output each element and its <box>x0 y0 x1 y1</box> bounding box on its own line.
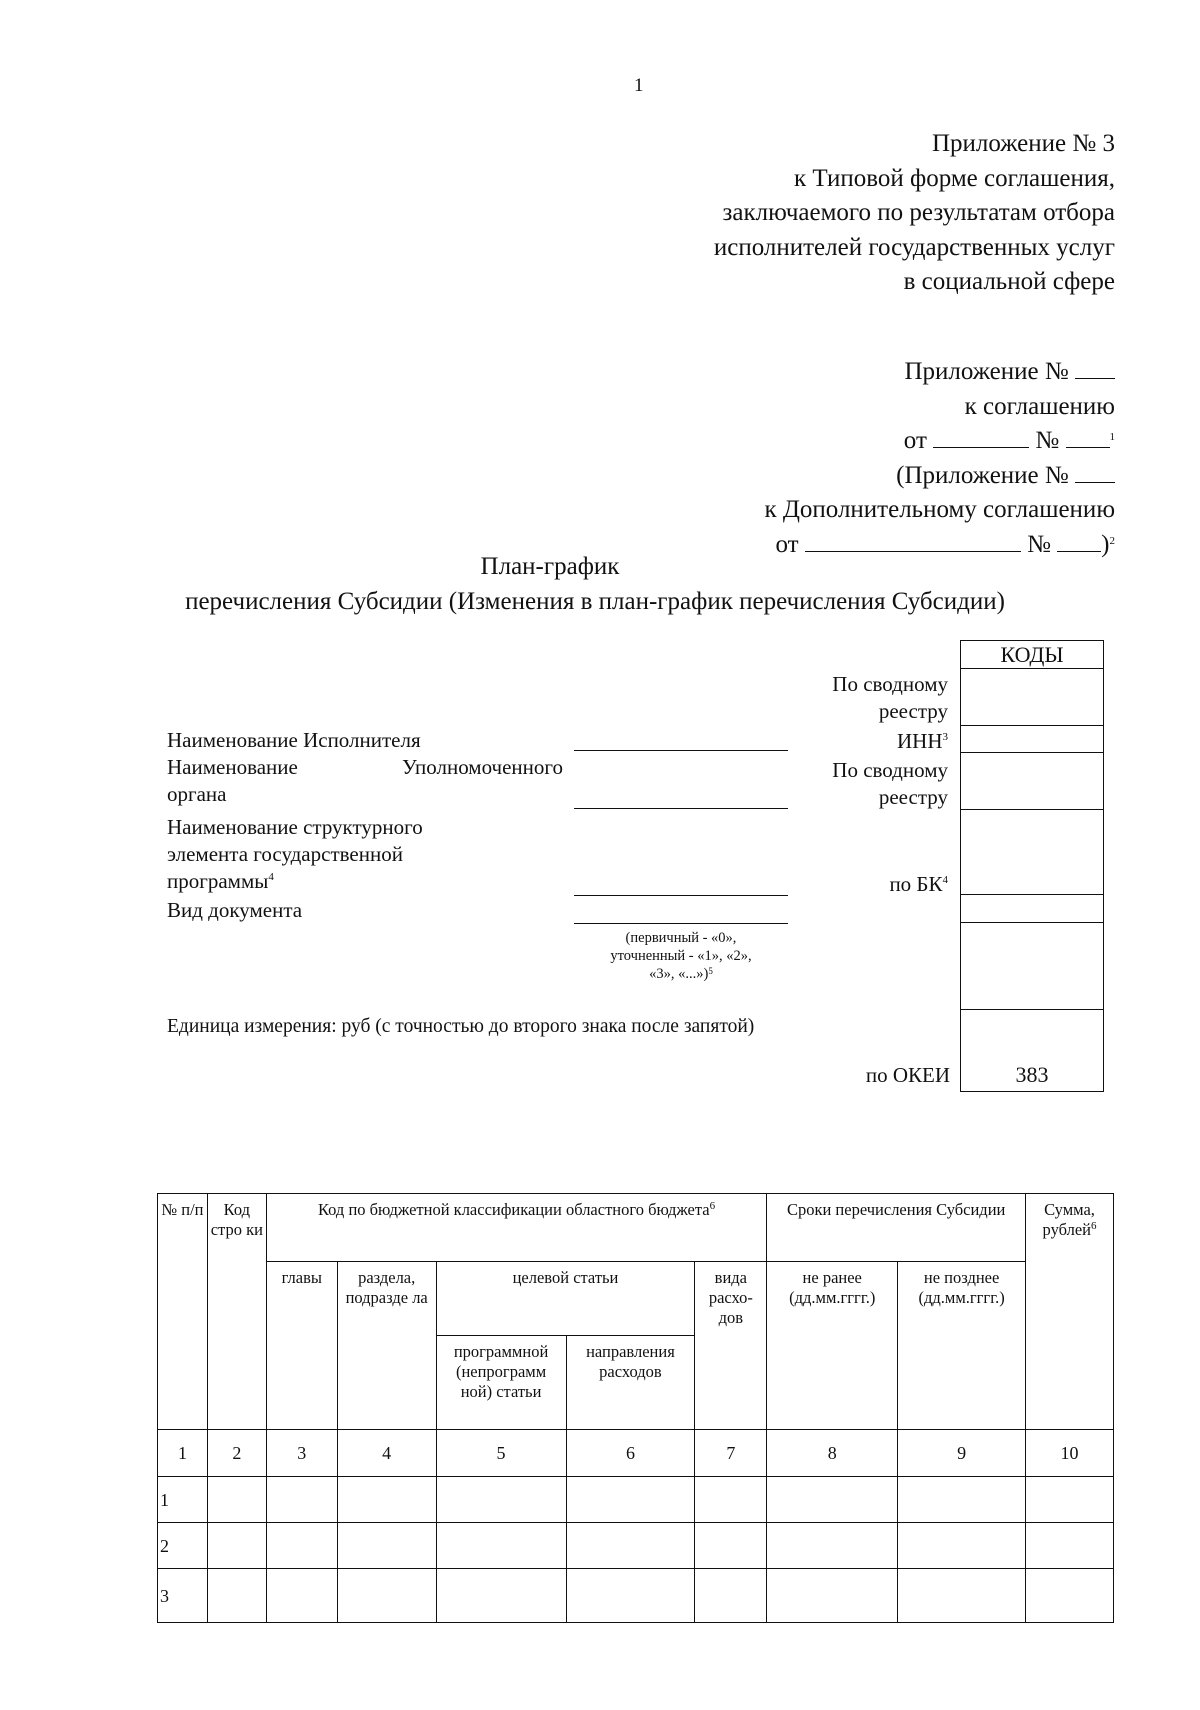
table-cell[interactable] <box>898 1569 1026 1623</box>
agreement-appendix-line <box>415 355 1115 390</box>
program-line-2: элемента государственной <box>167 842 403 866</box>
table-cell[interactable] <box>266 1569 337 1623</box>
col-number: 2 <box>207 1430 266 1477</box>
program-footnote: 4 <box>268 871 274 883</box>
table-cell[interactable] <box>266 1523 337 1569</box>
col-number: 6 <box>566 1430 695 1477</box>
appendix-line-4: исполнителей государственных услуг <box>713 233 1115 261</box>
code-okei: 383 <box>961 1010 1104 1092</box>
table-cell[interactable] <box>337 1569 436 1623</box>
appendix-line-1: Приложение № 3 <box>931 130 1115 157</box>
authority-input-line[interactable] <box>574 808 788 809</box>
code-blank[interactable] <box>961 923 1104 1010</box>
header-sum-text: Сумма, рублей <box>1042 1200 1095 1239</box>
footnote-1: 1 <box>1109 431 1115 443</box>
table-cell[interactable] <box>767 1477 898 1523</box>
agreement-date-blank[interactable] <box>933 425 1029 448</box>
table-row <box>158 1477 1114 1523</box>
doc-hint-2: уточненный - «1», «2», <box>610 948 752 964</box>
doc-hint-1: (первичный - «0», <box>625 930 737 946</box>
table-row <box>158 1523 1114 1569</box>
appendix-number-blank[interactable] <box>1075 356 1115 379</box>
table-cell[interactable] <box>695 1523 767 1569</box>
table-cell[interactable] <box>436 1477 566 1523</box>
table-cell[interactable] <box>207 1523 266 1569</box>
doc-type-hint <box>574 929 788 983</box>
number-label: № <box>1035 427 1060 454</box>
label-registry-1 <box>688 671 948 725</box>
appendix-line-5: в социальной сфере <box>903 268 1115 295</box>
table-cell[interactable] <box>1026 1477 1114 1523</box>
field-doc-type-label: Вид документа <box>167 898 303 922</box>
header-sum-footnote: 6 <box>1090 1220 1097 1232</box>
field-executor-label: Наименование Исполнителя <box>167 728 421 752</box>
col-number: 9 <box>898 1430 1026 1477</box>
codes-header: КОДЫ <box>961 641 1104 669</box>
header-expense-direction: направления расходов <box>566 1336 695 1430</box>
table-cell[interactable] <box>436 1569 566 1623</box>
header-budget-footnote: 6 <box>709 1200 716 1212</box>
table-cell[interactable] <box>1026 1569 1114 1623</box>
header-budget-code-text: Код по бюджетной классификации областного бюджета <box>317 1200 710 1219</box>
label-registry-2 <box>688 757 948 811</box>
header-budget-code <box>266 1194 766 1262</box>
unit-of-measure: Единица измерения: руб (с точностью до второго знака после запятой) <box>167 1016 755 1037</box>
header-line-code: Код стро ки <box>207 1194 266 1430</box>
appendix2-number-blank[interactable] <box>1075 460 1115 483</box>
header-expense-type: вида расхо- дов <box>695 1262 767 1430</box>
table-cell[interactable] <box>695 1569 767 1623</box>
doc-hint-footnote: 5 <box>708 966 713 976</box>
code-inn[interactable] <box>961 726 1104 753</box>
title-block <box>0 550 1200 619</box>
table-cell[interactable] <box>695 1477 767 1523</box>
label-inn-text: ИНН <box>897 729 943 753</box>
col-number: 10 <box>1026 1430 1114 1477</box>
agreement-number-blank[interactable] <box>1066 425 1110 448</box>
col-number: 7 <box>695 1430 767 1477</box>
table-cell[interactable] <box>566 1569 695 1623</box>
col-number: 5 <box>436 1430 566 1477</box>
authority-word-2: Уполномоченного <box>402 755 563 779</box>
header-not-after: не позднее (дд.мм.гггг.) <box>898 1262 1026 1430</box>
field-authority-label <box>167 754 563 808</box>
col-number: 1 <box>158 1430 208 1477</box>
additional-date-blank[interactable] <box>805 529 1021 552</box>
label-bk-text: по БК <box>889 872 943 896</box>
column-number-row <box>158 1430 1114 1477</box>
title-line-2: перечисления Субсидии (Изменения в план-график перечисления Субсидии) <box>185 587 1005 615</box>
footnote-2: 2 <box>1109 534 1115 547</box>
close-paren: ) <box>1101 530 1110 558</box>
table-cell[interactable] <box>436 1523 566 1569</box>
table-row <box>158 1569 1114 1623</box>
table-cell[interactable] <box>898 1523 1026 1569</box>
col-number: 4 <box>337 1430 436 1477</box>
header-sum <box>1026 1194 1114 1430</box>
table-cell[interactable] <box>566 1523 695 1569</box>
code-registry-1[interactable] <box>961 669 1104 726</box>
program-input-line[interactable] <box>574 895 788 896</box>
table-cell[interactable] <box>767 1523 898 1569</box>
table-cell[interactable] <box>266 1477 337 1523</box>
page-number: 1 <box>634 75 644 96</box>
appendix-line-3: заключаемого по результатам отбора <box>722 199 1115 226</box>
code-bk[interactable] <box>961 810 1104 895</box>
authority-line-1 <box>167 754 563 781</box>
appendix-header <box>515 127 1115 300</box>
label-okei: по ОКЕИ <box>865 1063 950 1087</box>
col-number: 3 <box>266 1430 337 1477</box>
table-cell[interactable] <box>566 1477 695 1523</box>
additional-appendix-line <box>415 459 1115 494</box>
appendix-number-label: Приложение № <box>904 358 1069 385</box>
executor-input-line[interactable] <box>574 750 788 751</box>
agreement-date-line <box>415 424 1115 459</box>
field-program-label <box>167 814 423 895</box>
label-bk <box>748 871 948 898</box>
doc-type-input-line[interactable] <box>574 923 788 924</box>
appendix-line-2: к Типовой форме соглашения, <box>793 164 1115 192</box>
authority-word-3: органа <box>167 782 227 806</box>
row-number: 2 <box>158 1523 208 1569</box>
bk-footnote: 4 <box>942 874 948 886</box>
header-num: № п/п <box>158 1194 208 1430</box>
table-cell[interactable] <box>337 1477 436 1523</box>
header-terms: Сроки перечисления Субсидии <box>767 1194 1026 1262</box>
agreement-reference <box>415 355 1115 562</box>
label-registry-1-a: По сводному <box>832 672 948 696</box>
from2-label: от <box>775 530 799 558</box>
label-registry-2-b: реестру <box>878 785 948 809</box>
table-cell[interactable] <box>1026 1523 1114 1569</box>
codes-table <box>960 640 1104 1092</box>
table-cell[interactable] <box>207 1569 266 1623</box>
title-line-1: План-график <box>480 553 620 580</box>
table-cell[interactable] <box>898 1477 1026 1523</box>
doc-hint-3: «3», «...») <box>649 966 709 982</box>
payment-schedule-table <box>157 1193 1114 1623</box>
code-registry-2[interactable] <box>961 753 1104 810</box>
table-cell[interactable] <box>207 1477 266 1523</box>
additional-number-blank[interactable] <box>1057 529 1101 552</box>
header-program-article: программной (непрограмм ной) статьи <box>436 1336 566 1430</box>
label-registry-1-b: реестру <box>878 699 948 723</box>
inn-footnote: 3 <box>942 731 948 743</box>
table-cell[interactable] <box>337 1523 436 1569</box>
table-cell[interactable] <box>767 1569 898 1623</box>
header-target: целевой статьи <box>436 1262 695 1336</box>
col-number: 8 <box>767 1430 898 1477</box>
code-doc-type[interactable] <box>961 895 1104 923</box>
from-label: от <box>903 427 927 454</box>
to-agreement-line: к соглашению <box>964 392 1115 420</box>
row-number: 1 <box>158 1477 208 1523</box>
authority-word-1: Наименование <box>167 755 298 779</box>
program-line-1: Наименование структурного <box>167 815 423 839</box>
number2-label: № <box>1027 530 1051 558</box>
label-registry-2-a: По сводному <box>832 758 948 782</box>
header-not-before: не ранее (дд.мм.гггг.) <box>767 1262 898 1430</box>
header-chapter: главы <box>266 1262 337 1430</box>
program-line-3: программы <box>167 869 269 893</box>
to-additional-line: к Дополнительному соглашению <box>764 496 1115 523</box>
row-number: 3 <box>158 1569 208 1623</box>
appendix2-label: (Приложение № <box>896 461 1069 489</box>
header-section: раздела, подразде ла <box>337 1262 436 1430</box>
